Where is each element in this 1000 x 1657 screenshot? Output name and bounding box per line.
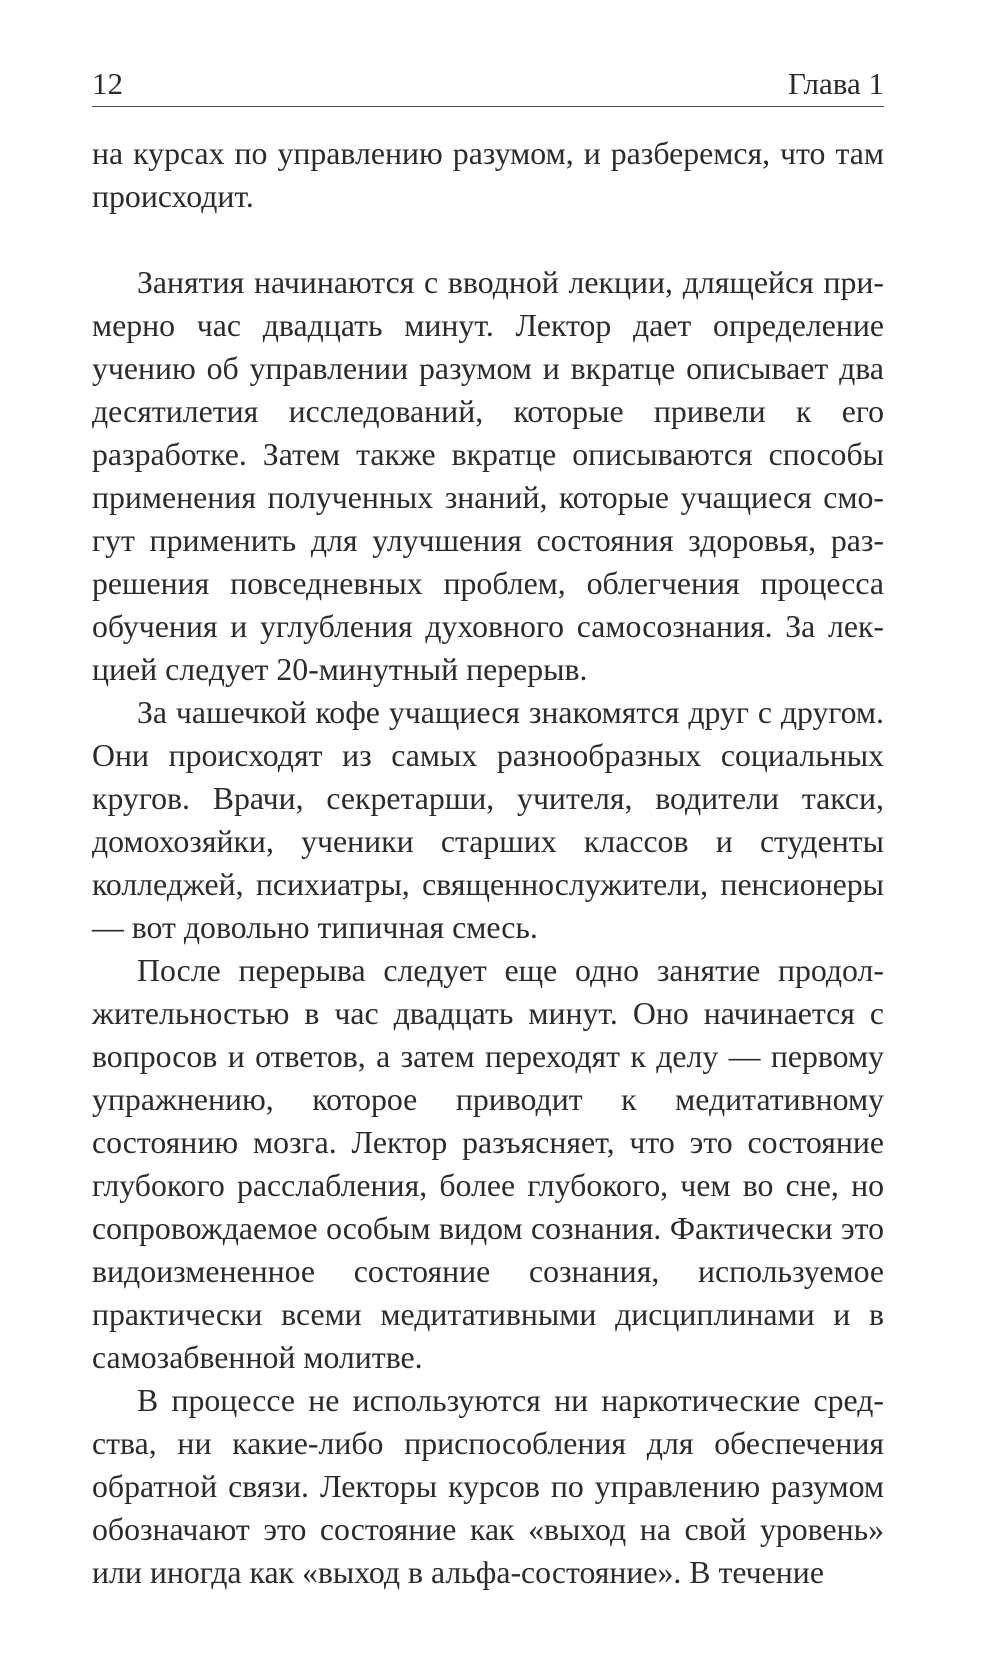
page-number: 12: [92, 66, 123, 101]
running-header: [92, 62, 884, 107]
chapter-title: Глава 1: [787, 66, 884, 101]
body-text: [92, 132, 884, 1594]
paragraph: на курсах по управлению разумом, и разберемся, что там происходит.: [92, 136, 884, 214]
paragraph: После перерыва следует еще одно занятие продолжительностью в час двадцать минут. Оно начинается с вопросов и ответов, а затем переходят к делу — первому упражнению, которое приводит к медитативному состоянию мозга. Лектор разъясняет, что это состояние глубокого расслабления, более глубокого, чем во сне, но сопровождаемое особым видом сознания. Фактически это видоизмененное состояние сознания, используемое практически всеми медитативными дисциплинами и в самозабвенной молитве.: [92, 953, 884, 1375]
paragraph: За чашечкой кофе учащиеся знакомятся друг с другом. Они происходят из самых разнообразных социальных кругов. Врачи, секретарши, учителя, водители такси, домохозяйки, ученики старших классов и студенты колледжей, психиатры, священнослужители, пенсионеры — вот довольно типичная смесь.: [92, 695, 884, 945]
book-page: [92, 62, 884, 1594]
paragraph: В процессе не используются ни наркотические средства, ни какие-либо приспособления для обеспечения обратной связи. Лекторы курсов по управлению разумом обозначают это состояние как «выход на свой уровень» или иногда как «выход в альфа-состояние». В течение: [92, 1383, 884, 1590]
paragraph: Занятия начинаются с вводной лекции, длящейся примерно час двадцать минут. Лектор дает определение учению об управлении разумом и вкратце описывает два десятилетия исследований, которые привели к его разработке. Затем также вкратце описываются способы применения полученных знаний, которые учащиеся смогут применить для улучшения состояния здоровья, разрешения повседневных проблем, облегчения процесса обучения и углубления духовного самосознания. За лекцией следует 20-минутный перерыв.: [92, 265, 884, 687]
